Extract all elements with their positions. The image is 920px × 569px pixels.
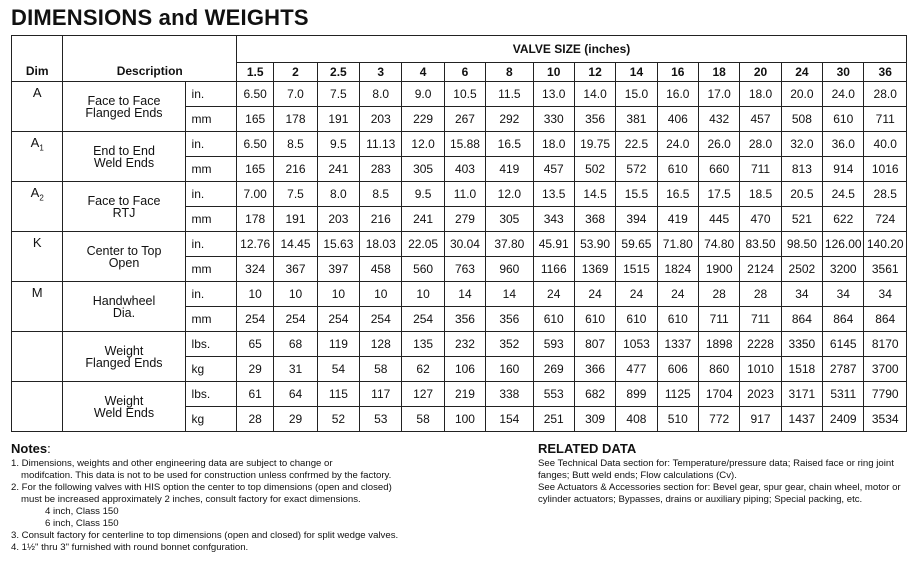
dim-header: Dim	[12, 36, 63, 82]
value-cell: 18.5	[740, 182, 781, 207]
value-cell: 83.50	[740, 232, 781, 257]
value-cell: 10	[237, 282, 274, 307]
value-cell: 28.0	[740, 132, 781, 157]
value-cell: 432	[698, 107, 739, 132]
value-cell: 10.5	[444, 82, 485, 107]
value-cell: 12.76	[237, 232, 274, 257]
value-cell: 6.50	[237, 132, 274, 157]
value-cell: 408	[616, 407, 657, 432]
value-cell: 419	[486, 157, 533, 182]
value-cell: 477	[616, 357, 657, 382]
value-cell: 29	[237, 357, 274, 382]
value-cell: 8170	[864, 332, 907, 357]
description-cell: Face to Face Flanged Ends	[63, 82, 185, 132]
unit-cell: in.	[185, 132, 236, 157]
value-cell: 241	[317, 157, 359, 182]
value-cell: 283	[360, 157, 402, 182]
value-cell: 724	[864, 207, 907, 232]
value-cell: 572	[616, 157, 657, 182]
value-cell: 216	[360, 207, 402, 232]
value-cell: 267	[444, 107, 485, 132]
value-cell: 7.0	[274, 82, 317, 107]
value-cell: 24	[533, 282, 574, 307]
value-cell: 352	[486, 332, 533, 357]
value-cell: 899	[616, 382, 657, 407]
description-cell: Handwheel Dia.	[63, 282, 185, 332]
value-cell: 18.0	[740, 82, 781, 107]
value-cell: 135	[402, 332, 444, 357]
value-cell: 864	[781, 307, 822, 332]
note-line: 6 inch, Class 150	[45, 518, 119, 529]
value-cell: 13.0	[533, 82, 574, 107]
value-cell: 254	[274, 307, 317, 332]
table-row	[12, 82, 907, 107]
value-cell: 14	[444, 282, 485, 307]
size-header-cell: 2.5	[317, 63, 359, 82]
value-cell: 5311	[823, 382, 864, 407]
dim-cell: $A_1$	[12, 132, 63, 182]
unit-cell: in.	[185, 232, 236, 257]
value-cell: 356	[444, 307, 485, 332]
value-cell: 1898	[698, 332, 739, 357]
value-cell: 115	[317, 382, 359, 407]
value-cell: 610	[574, 307, 615, 332]
value-cell: 356	[574, 107, 615, 132]
value-cell: 31	[274, 357, 317, 382]
value-cell: 106	[444, 357, 485, 382]
value-cell: 53	[360, 407, 402, 432]
value-cell: 232	[444, 332, 485, 357]
value-cell: 292	[486, 107, 533, 132]
value-cell: 368	[574, 207, 615, 232]
value-cell: 1437	[781, 407, 822, 432]
value-cell: 16.0	[657, 82, 698, 107]
unit-cell: mm	[185, 257, 236, 282]
value-cell: 7.00	[237, 182, 274, 207]
value-cell: 397	[317, 257, 359, 282]
value-cell: 11.0	[444, 182, 485, 207]
value-cell: 914	[823, 157, 864, 182]
value-cell: 24.5	[823, 182, 864, 207]
value-cell: 8.5	[274, 132, 317, 157]
value-cell: 403	[444, 157, 485, 182]
value-cell: 17.0	[698, 82, 739, 107]
value-cell: 338	[486, 382, 533, 407]
dim-cell	[12, 382, 63, 432]
value-cell: 45.91	[533, 232, 574, 257]
value-cell: 64	[274, 382, 317, 407]
value-cell: 682	[574, 382, 615, 407]
value-cell: 15.88	[444, 132, 485, 157]
value-cell: 22.05	[402, 232, 444, 257]
value-cell: 28.5	[864, 182, 907, 207]
value-cell: 1125	[657, 382, 698, 407]
value-cell: 711	[740, 157, 781, 182]
value-cell: 34	[823, 282, 864, 307]
value-cell: 508	[781, 107, 822, 132]
value-cell: 6145	[823, 332, 864, 357]
table-row	[12, 182, 907, 207]
value-cell: 510	[657, 407, 698, 432]
value-cell: 74.80	[698, 232, 739, 257]
value-cell: 11.13	[360, 132, 402, 157]
value-cell: 54	[317, 357, 359, 382]
value-cell: 309	[574, 407, 615, 432]
value-cell: 560	[402, 257, 444, 282]
value-cell: 2124	[740, 257, 781, 282]
value-cell: 178	[237, 207, 274, 232]
size-header-cell: 12	[574, 63, 615, 82]
related-data-line: See Technical Data section for: Temperature/pressure data; Raised face or ring joint fanges; Butt weld ends; Flow calculations (Cv).	[538, 458, 894, 481]
value-cell: 2228	[740, 332, 781, 357]
value-cell: 40.0	[864, 132, 907, 157]
dim-cell: K	[12, 232, 63, 282]
value-cell: 593	[533, 332, 574, 357]
dimensions-table	[11, 35, 907, 432]
value-cell: 458	[360, 257, 402, 282]
value-cell: 62	[402, 357, 444, 382]
value-cell: 16.5	[657, 182, 698, 207]
value-cell: 18.03	[360, 232, 402, 257]
value-cell: 14	[486, 282, 533, 307]
value-cell: 356	[486, 307, 533, 332]
value-cell: 406	[657, 107, 698, 132]
value-cell: 366	[574, 357, 615, 382]
value-cell: 553	[533, 382, 574, 407]
value-cell: 1337	[657, 332, 698, 357]
size-header-cell: 3	[360, 63, 402, 82]
value-cell: 165	[237, 107, 274, 132]
value-cell: 127	[402, 382, 444, 407]
value-cell: 279	[444, 207, 485, 232]
unit-cell: lbs.	[185, 332, 236, 357]
value-cell: 381	[616, 107, 657, 132]
value-cell: 502	[574, 157, 615, 182]
value-cell: 68	[274, 332, 317, 357]
value-cell: 960	[486, 257, 533, 282]
value-cell: 128	[360, 332, 402, 357]
description-cell: Face to Face RTJ	[63, 182, 185, 232]
dim-cell: M	[12, 282, 63, 332]
value-cell: 3200	[823, 257, 864, 282]
value-cell: 216	[274, 157, 317, 182]
value-cell: 10	[274, 282, 317, 307]
unit-cell: mm	[185, 157, 236, 182]
size-header-cell: 4	[402, 63, 444, 82]
value-cell: 1016	[864, 157, 907, 182]
value-cell: 58	[402, 407, 444, 432]
related-data-line: See Actuators & Accessories section for: Bevel gear, spur gear, chain wheel, motor or cylinder actuators; Bypasses, drains or auxiliary piping; Special packing, etc.	[538, 482, 901, 505]
size-header-cell: 36	[864, 63, 907, 82]
value-cell: 34	[864, 282, 907, 307]
value-cell: 98.50	[781, 232, 822, 257]
value-cell: 3171	[781, 382, 822, 407]
value-cell: 117	[360, 382, 402, 407]
value-cell: 24	[657, 282, 698, 307]
value-cell: 254	[360, 307, 402, 332]
value-cell: 37.80	[486, 232, 533, 257]
value-cell: 470	[740, 207, 781, 232]
related-data-heading: RELATED DATA	[538, 441, 637, 456]
value-cell: 24.0	[657, 132, 698, 157]
value-cell: 191	[317, 107, 359, 132]
value-cell: 8.0	[317, 182, 359, 207]
value-cell: 16.5	[486, 132, 533, 157]
value-cell: 606	[657, 357, 698, 382]
value-cell: 12.0	[402, 132, 444, 157]
value-cell: 330	[533, 107, 574, 132]
value-cell: 772	[698, 407, 739, 432]
related-data-section	[538, 443, 913, 506]
value-cell: 10	[402, 282, 444, 307]
value-cell: 917	[740, 407, 781, 432]
value-cell: 191	[274, 207, 317, 232]
value-cell: 219	[444, 382, 485, 407]
unit-cell: mm	[185, 207, 236, 232]
value-cell: 24	[574, 282, 615, 307]
value-cell: 711	[864, 107, 907, 132]
value-cell: 34	[781, 282, 822, 307]
value-cell: 367	[274, 257, 317, 282]
value-cell: 864	[823, 307, 864, 332]
value-cell: 71.80	[657, 232, 698, 257]
value-cell: 26.0	[698, 132, 739, 157]
value-cell: 3561	[864, 257, 907, 282]
unit-cell: in.	[185, 82, 236, 107]
value-cell: 52	[317, 407, 359, 432]
value-cell: 610	[657, 307, 698, 332]
value-cell: 254	[317, 307, 359, 332]
value-cell: 457	[740, 107, 781, 132]
value-cell: 1704	[698, 382, 739, 407]
value-cell: 61	[237, 382, 274, 407]
value-cell: 140.20	[864, 232, 907, 257]
note-line: 3. Consult factory for centerline to top dimensions (open and closed) for split wedge valves.	[11, 530, 399, 541]
value-cell: 860	[698, 357, 739, 382]
value-cell: 445	[698, 207, 739, 232]
table-row	[12, 232, 907, 257]
value-cell: 28	[698, 282, 739, 307]
value-cell: 3350	[781, 332, 822, 357]
description-cell: Weight Weld Ends	[63, 382, 185, 432]
value-cell: 24.0	[823, 82, 864, 107]
size-header-cell: 6	[444, 63, 485, 82]
value-cell: 254	[237, 307, 274, 332]
value-cell: 28	[740, 282, 781, 307]
value-cell: 203	[360, 107, 402, 132]
value-cell: 610	[533, 307, 574, 332]
size-header-cell: 1.5	[237, 63, 274, 82]
valve-size-header: VALVE SIZE (inches)	[237, 36, 907, 63]
value-cell: 14.5	[574, 182, 615, 207]
size-header-cell: 16	[657, 63, 698, 82]
size-header-cell: 20	[740, 63, 781, 82]
value-cell: 20.0	[781, 82, 822, 107]
value-cell: 8.5	[360, 182, 402, 207]
value-cell: 763	[444, 257, 485, 282]
note-line: must be increased approximately 2 inches, consult factory for exact dimensions.	[21, 494, 361, 505]
value-cell: 29	[274, 407, 317, 432]
value-cell: 7.5	[274, 182, 317, 207]
value-cell: 32.0	[781, 132, 822, 157]
note-line: 4 inch, Class 150	[45, 506, 119, 517]
value-cell: 251	[533, 407, 574, 432]
value-cell: 12.0	[486, 182, 533, 207]
value-cell: 8.0	[360, 82, 402, 107]
value-cell: 1053	[616, 332, 657, 357]
value-cell: 2409	[823, 407, 864, 432]
dim-cell	[12, 332, 63, 382]
note-line: 4. 1½" thru 3" furnished with round bonnet confguration.	[11, 542, 249, 553]
value-cell: 229	[402, 107, 444, 132]
value-cell: 28.0	[864, 82, 907, 107]
value-cell: 24	[616, 282, 657, 307]
value-cell: 3700	[864, 357, 907, 382]
note-line: modifcation. This data is not to be used for construction unless confrmed by the factory.	[21, 470, 392, 481]
description-cell: Center to Top Open	[63, 232, 185, 282]
unit-cell: mm	[185, 307, 236, 332]
value-cell: 30.04	[444, 232, 485, 257]
value-cell: 2502	[781, 257, 822, 282]
value-cell: 20.5	[781, 182, 822, 207]
value-cell: 610	[616, 307, 657, 332]
unit-cell: lbs.	[185, 382, 236, 407]
value-cell: 610	[657, 157, 698, 182]
size-header-cell: 14	[616, 63, 657, 82]
value-cell: 324	[237, 257, 274, 282]
value-cell: 203	[317, 207, 359, 232]
size-header-cell: 8	[486, 63, 533, 82]
dim-cell: A	[12, 82, 63, 132]
value-cell: 521	[781, 207, 822, 232]
value-cell: 2787	[823, 357, 864, 382]
value-cell: 119	[317, 332, 359, 357]
value-cell: 14.0	[574, 82, 615, 107]
notes-heading: Notes:	[11, 441, 51, 456]
value-cell: 10	[360, 282, 402, 307]
value-cell: 457	[533, 157, 574, 182]
unit-cell: mm	[185, 107, 236, 132]
value-cell: 9.0	[402, 82, 444, 107]
value-cell: 1515	[616, 257, 657, 282]
value-cell: 59.65	[616, 232, 657, 257]
value-cell: 15.5	[616, 182, 657, 207]
value-cell: 17.5	[698, 182, 739, 207]
description-cell: Weight Flanged Ends	[63, 332, 185, 382]
note-line: 1. Dimensions, weights and other engineering data are subject to change or	[11, 458, 333, 469]
table-row	[12, 382, 907, 407]
value-cell: 53.90	[574, 232, 615, 257]
page-title: DIMENSIONS and WEIGHTS	[11, 5, 309, 30]
note-line: 2. For the following valves with HIS option the center to top dimensions (open and closed)	[11, 482, 392, 493]
value-cell: 711	[740, 307, 781, 332]
value-cell: 15.63	[317, 232, 359, 257]
size-header-cell: 18	[698, 63, 739, 82]
table-row	[12, 282, 907, 307]
value-cell: 154	[486, 407, 533, 432]
value-cell: 36.0	[823, 132, 864, 157]
value-cell: 100	[444, 407, 485, 432]
value-cell: 14.45	[274, 232, 317, 257]
value-cell: 15.0	[616, 82, 657, 107]
value-cell: 10	[317, 282, 359, 307]
unit-cell: in.	[185, 282, 236, 307]
value-cell: 165	[237, 157, 274, 182]
value-cell: 65	[237, 332, 274, 357]
dim-cell: $A_2$	[12, 182, 63, 232]
value-cell: 18.0	[533, 132, 574, 157]
unit-cell: kg	[185, 407, 236, 432]
value-cell: 1518	[781, 357, 822, 382]
value-cell: 126.00	[823, 232, 864, 257]
value-cell: 419	[657, 207, 698, 232]
value-cell: 343	[533, 207, 574, 232]
value-cell: 3534	[864, 407, 907, 432]
description-header: Description	[63, 36, 237, 82]
value-cell: 1369	[574, 257, 615, 282]
value-cell: 813	[781, 157, 822, 182]
size-header-cell: 30	[823, 63, 864, 82]
value-cell: 1010	[740, 357, 781, 382]
value-cell: 9.5	[402, 182, 444, 207]
notes-section	[11, 443, 521, 554]
value-cell: 160	[486, 357, 533, 382]
value-cell: 7.5	[317, 82, 359, 107]
value-cell: 7790	[864, 382, 907, 407]
value-cell: 11.5	[486, 82, 533, 107]
value-cell: 269	[533, 357, 574, 382]
value-cell: 711	[698, 307, 739, 332]
value-cell: 1166	[533, 257, 574, 282]
size-header-cell: 10	[533, 63, 574, 82]
value-cell: 22.5	[616, 132, 657, 157]
value-cell: 28	[237, 407, 274, 432]
unit-cell: in.	[185, 182, 236, 207]
value-cell: 9.5	[317, 132, 359, 157]
description-cell: End to End Weld Ends	[63, 132, 185, 182]
table-row	[12, 332, 907, 357]
value-cell: 1900	[698, 257, 739, 282]
value-cell: 254	[402, 307, 444, 332]
unit-cell: kg	[185, 357, 236, 382]
table-row	[12, 132, 907, 157]
value-cell: 178	[274, 107, 317, 132]
value-cell: 305	[402, 157, 444, 182]
value-cell: 660	[698, 157, 739, 182]
value-cell: 19.75	[574, 132, 615, 157]
value-cell: 13.5	[533, 182, 574, 207]
size-header-cell: 24	[781, 63, 822, 82]
size-header-cell: 2	[274, 63, 317, 82]
value-cell: 241	[402, 207, 444, 232]
value-cell: 2023	[740, 382, 781, 407]
value-cell: 394	[616, 207, 657, 232]
value-cell: 864	[864, 307, 907, 332]
value-cell: 58	[360, 357, 402, 382]
value-cell: 807	[574, 332, 615, 357]
value-cell: 305	[486, 207, 533, 232]
value-cell: 610	[823, 107, 864, 132]
value-cell: 1824	[657, 257, 698, 282]
value-cell: 6.50	[237, 82, 274, 107]
value-cell: 622	[823, 207, 864, 232]
